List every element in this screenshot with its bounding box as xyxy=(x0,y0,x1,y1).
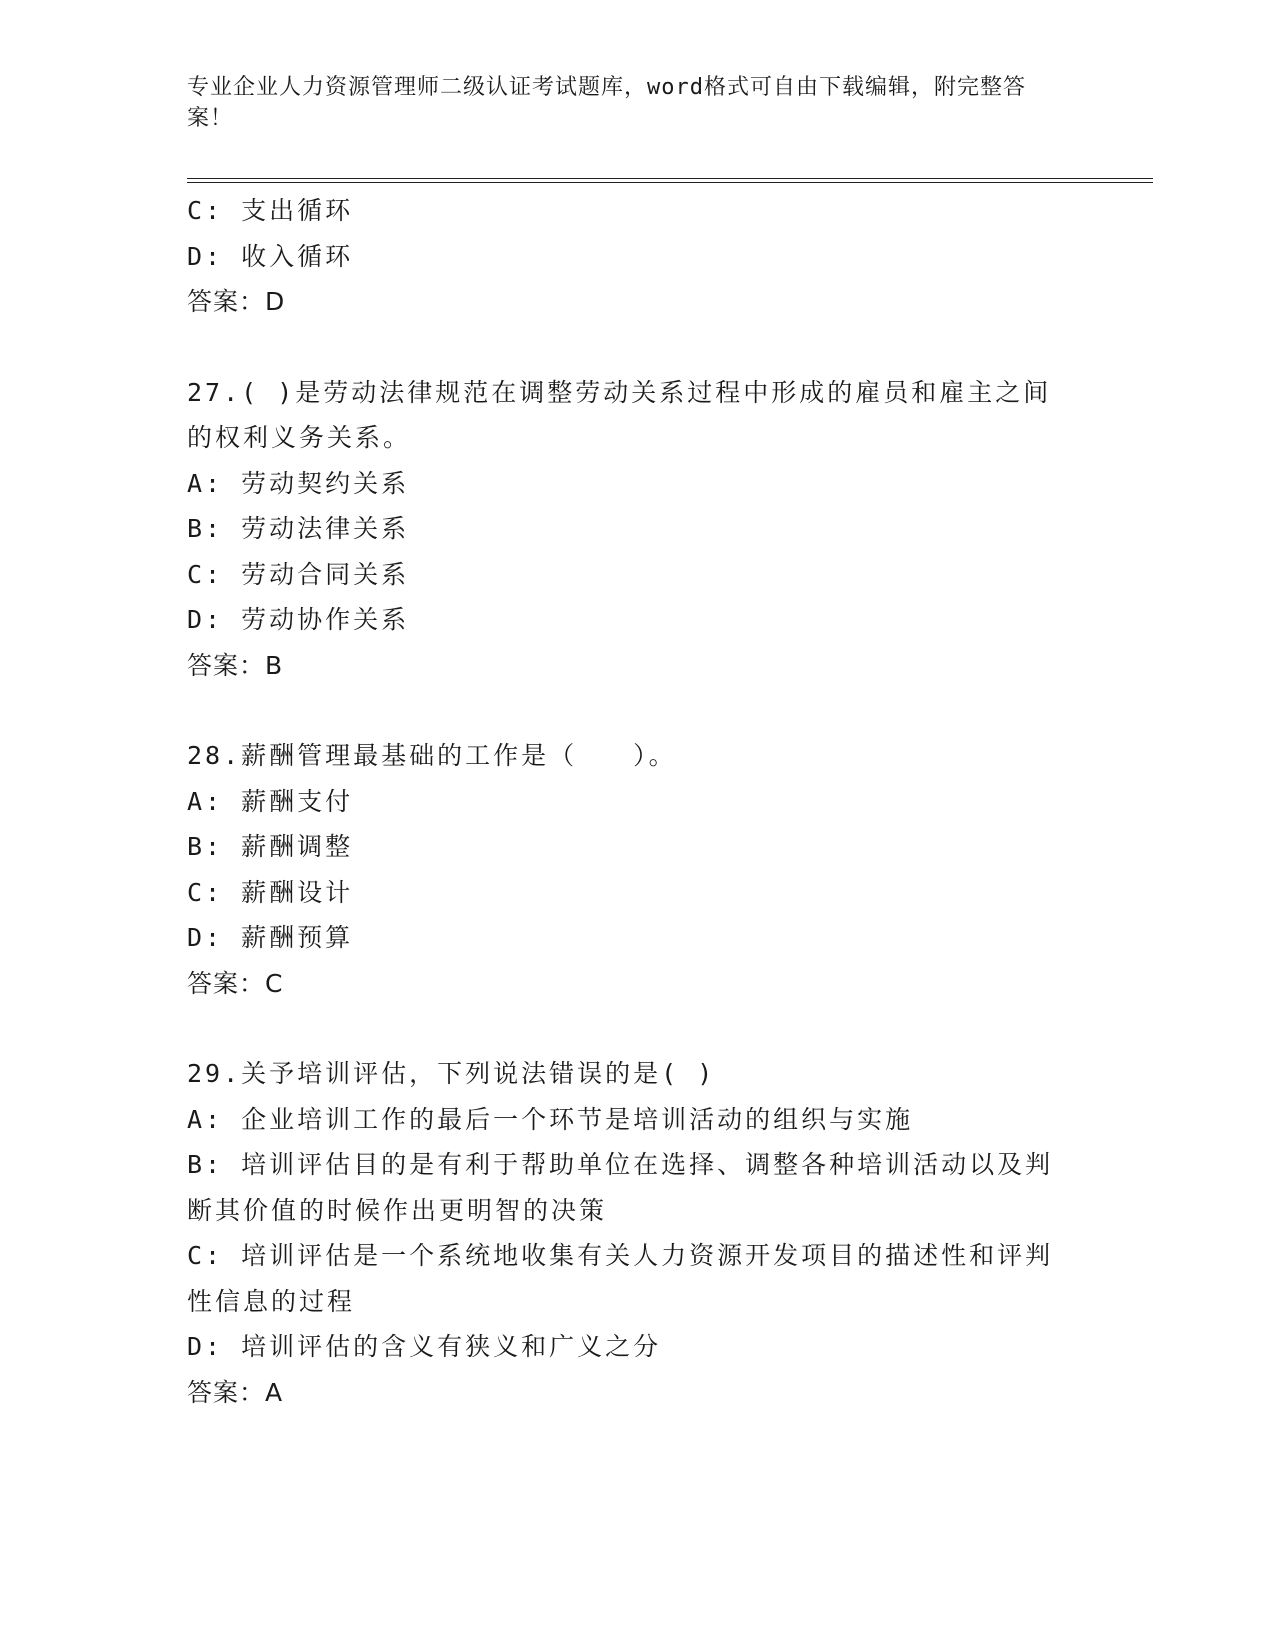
option-a: A: 企业培训工作的最后一个环节是培训活动的组织与实施 xyxy=(187,1104,914,1134)
option-c: C: 薪酬设计 xyxy=(187,877,354,907)
question-stem: 27.( )是劳动法律规范在调整劳动关系过程中形成的雇员和雇主之间 xyxy=(187,377,1052,407)
answer-line: 答案：B xyxy=(187,650,284,680)
option-d: D: 培训评估的含义有狭义和广义之分 xyxy=(187,1332,662,1361)
option-a: A: 薪酬支付 xyxy=(187,786,354,816)
page-header: 专业企业人力资源管理师二级认证考试题库，word格式可自由下载编辑，附完整答案！ xyxy=(187,75,1026,131)
option-b-continued: 断其价值的时候作出更明智的决策 xyxy=(187,1195,608,1225)
carryover-question xyxy=(187,188,1087,325)
option-b: B: 劳动法律关系 xyxy=(187,514,410,543)
spacer xyxy=(187,325,1087,370)
header-divider xyxy=(187,178,1153,183)
answer-line: 答案：C xyxy=(187,968,284,998)
option-c-continued: 性信息的过程 xyxy=(187,1286,356,1316)
question-27 xyxy=(187,370,1087,689)
option-a: A: 劳动契约关系 xyxy=(187,468,410,498)
option-c: C: 劳动合同关系 xyxy=(187,559,410,589)
question-stem: 28.薪酬管理最基础的工作是（ ）。 xyxy=(187,741,677,770)
question-stem-continued: 的权利义务关系。 xyxy=(187,423,412,452)
document-body xyxy=(187,188,1087,1415)
question-stem: 29.关予培训评估，下列说法错误的是( ) xyxy=(187,1059,716,1088)
answer-line: 答案：A xyxy=(187,1377,284,1407)
option-b: B: 培训评估目的是有利于帮助单位在选择、调整各种培训活动以及判 xyxy=(187,1150,1054,1179)
option-c: C: 支出循环 xyxy=(187,196,354,225)
option-b: B: 薪酬调整 xyxy=(187,832,354,861)
spacer xyxy=(187,688,1087,733)
question-29 xyxy=(187,1051,1087,1415)
option-d: D: 收入循环 xyxy=(187,241,354,271)
option-d: D: 薪酬预算 xyxy=(187,923,354,952)
spacer xyxy=(187,1006,1087,1051)
answer-line: 答案：D xyxy=(187,287,286,316)
option-d: D: 劳动协作关系 xyxy=(187,605,410,634)
question-28 xyxy=(187,733,1087,1006)
option-c: C: 培训评估是一个系统地收集有关人力资源开发项目的描述性和评判 xyxy=(187,1241,1054,1270)
